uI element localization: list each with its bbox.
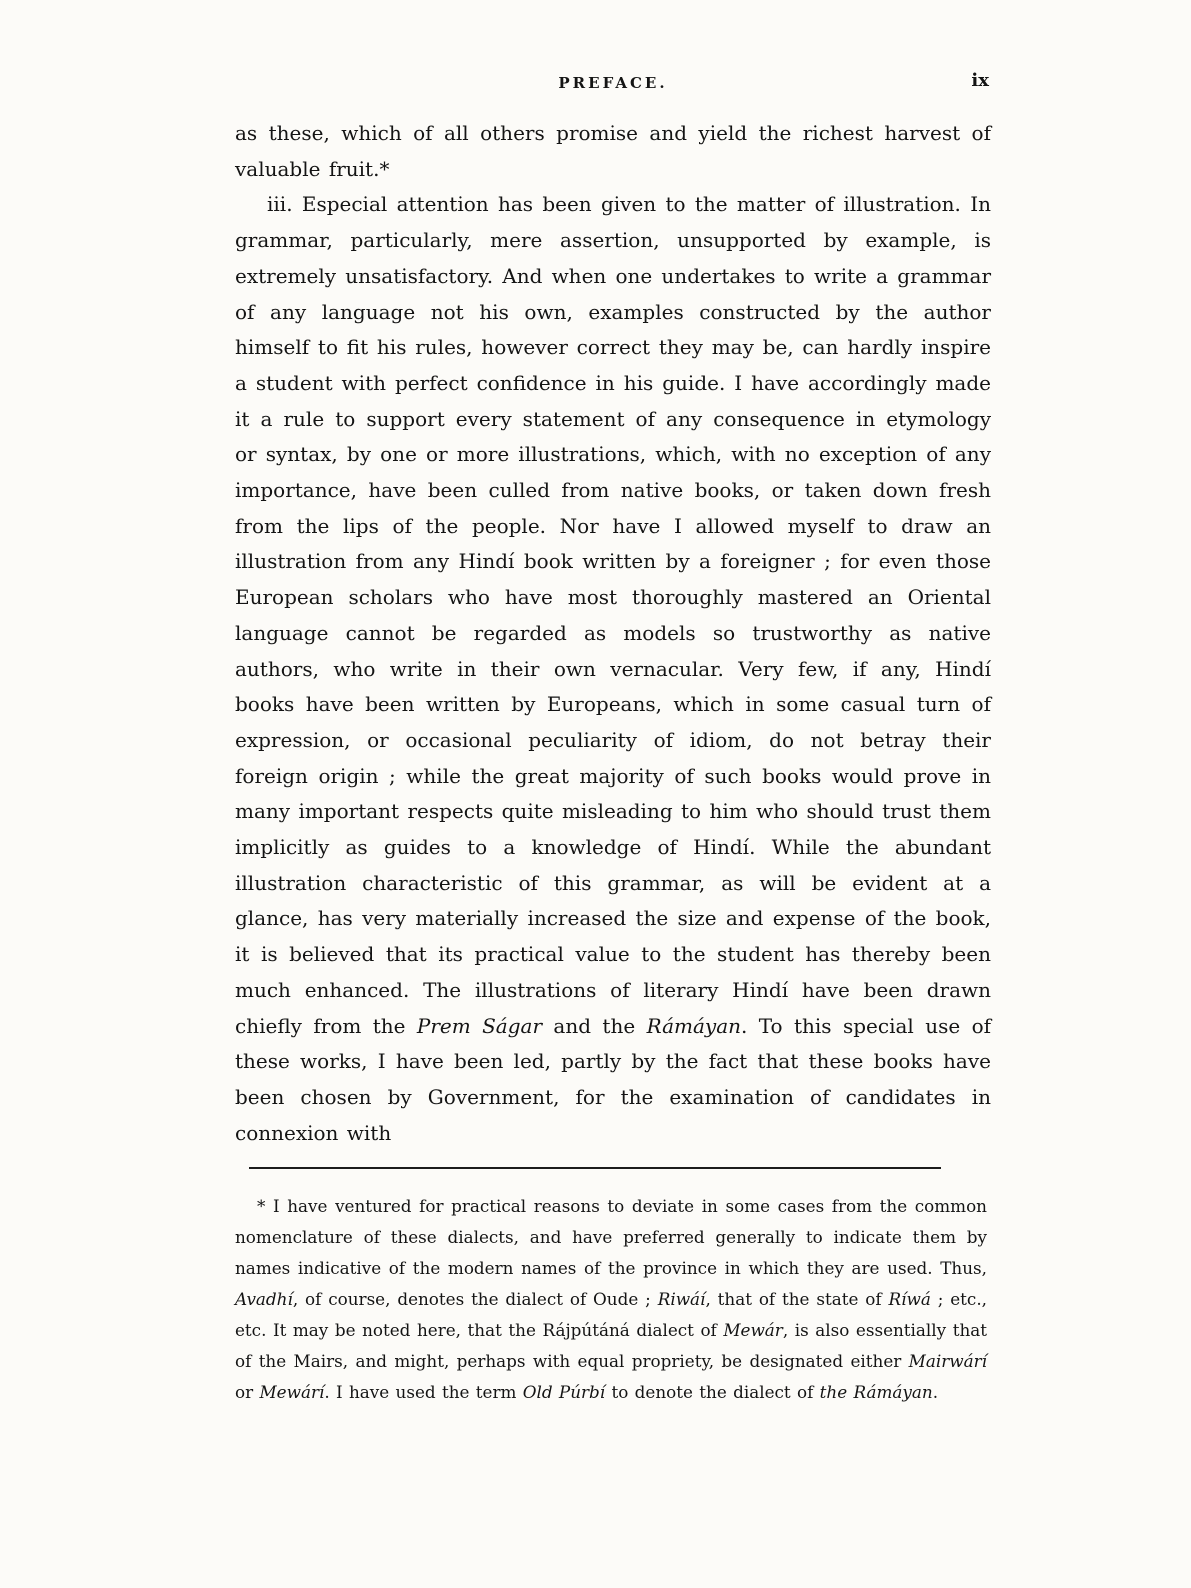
running-title: PREFACE.	[558, 74, 668, 92]
footnote-paragraph: * I have ventured for practical reasons to deviate in some cases from the common nomenclature of these dialects, and have preferred generally to indicate them by names indicative of the modern names of the province in which they are used. Thus, Avadhí, of course, denotes the dialect of Oude ; Riwáí, that of the state of Ríwá ; etc., etc. It may be noted here, that the Rájpútáná dialect of Mewár, is also essentially that of the Mairs, and might, perhaps with equal propriety, be designated either Mairwárí or Mewárí. I have used the term Old Púrbí to denote the dialect of the Rámáyan.	[235, 1196, 987, 1403]
paragraph-continuation: as these, which of all others promise and yield the richest harvest of valuable fruit.*	[235, 121, 991, 181]
body-text	[235, 116, 991, 1151]
page-number: ix	[971, 70, 989, 91]
footnote-rule	[249, 1167, 941, 1169]
page-header	[235, 68, 991, 102]
paragraph-iii: iii. Especial attention has been given to the matter of illustration. In grammar, particularly, mere assertion, unsupported by example, is extremely unsatisfactory. And when one undertakes to write a grammar of any language not his own, examples constructed by the author himself to fit his rules, however correct they may be, can hardly inspire a student with perfect confidence in his guide. I have accordingly made it a rule to support every statement of any consequence in etymology or syntax, by one or more illustrations, which, with no exception of any importance, have been culled from native books, or taken down fresh from the lips of the people. Nor have I allowed myself to draw an illustration from any Hindí book written by a foreigner ; for even those European scholars who have most thoroughly mastered an Oriental language cannot be regarded as models so trustworthy as native authors, who write in their own vernacular. Very few, if any, Hindí books have been written by Europeans, which in some casual turn of expression, or occasional peculiarity of idiom, do not betray their foreign origin ; while the great majority of such books would prove in many important respects quite misleading to him who should trust them implicitly as guides to a knowledge of Hindí. While the abundant illustration characteristic of this grammar, as will be evident at a glance, has very materially increased the size and expense of the book, it is believed that its practical value to the student has thereby been much enhanced. The illustrations of literary Hindí have been drawn chiefly from the Prem Ságar and the Rámáyan. To this special use of these works, I have been led, partly by the fact that these books have been chosen by Government, for the examination of candidates in connexion with	[235, 192, 992, 1145]
text-block	[235, 68, 991, 1408]
footnote	[235, 1191, 991, 1408]
